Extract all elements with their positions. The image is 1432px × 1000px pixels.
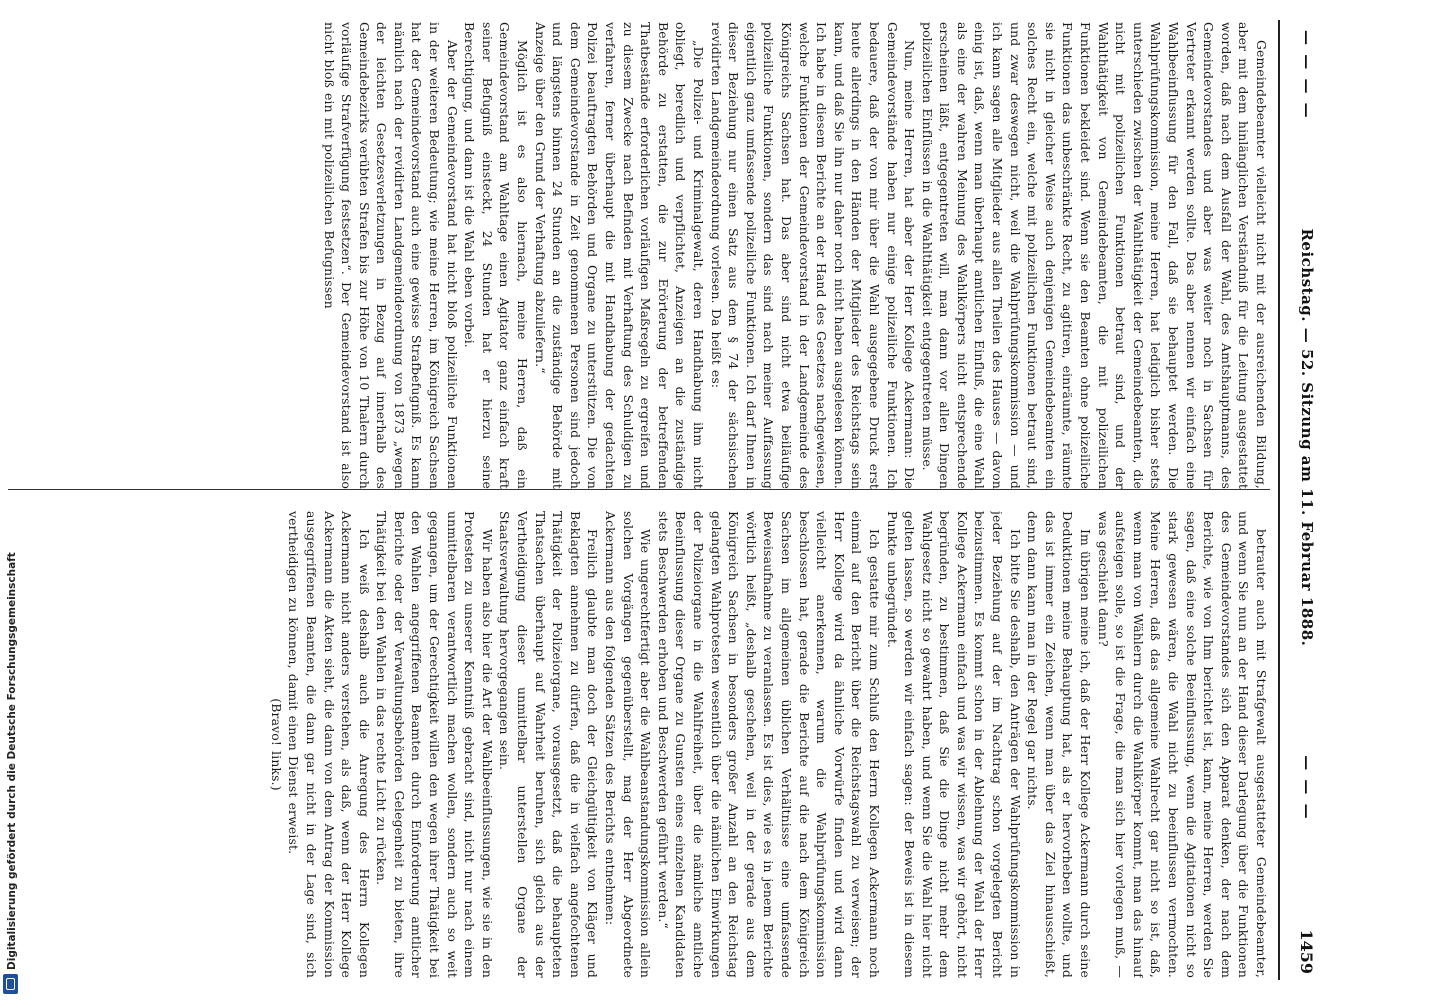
paragraph: Nun, meine Herren, hat aber der Herr Kollege Ackermann: Die Gemeindevorstände haben nur einige polizeiliche Funktionen. Ich bedauere, daß der von mir über die Wahl ausgegebene Druck erst heute allerdings in den Händen der Mitglieder des Reichstags sein kann, und daß Sie ihn nur daher noch nicht haben ausgelesen können. Ich habe in diesem Berichte an der Hand des Gesetzes nachgewiesen, welche Funktionen der Gemeindevorstand in der Landgemeinde des Königreichs Sachsen hat. Das aber sind nicht etwa beiläufige polizeiliche Funktionen, sondern das sind nach meiner Auffassung eigentlich ganz umfassende polizeiliche Funktionen. Ich darf Ihnen in dieser Beziehung nur einen Satz aus dem § 74 der sächsischen revidirten Landgemeindeordnung vorlesen. Da heißt es: xyxy=(708,22,918,489)
paragraph: Ich weiß deshalb auch die Anregung des Herrn Kollegen Ackermann nicht anders verstehen, als daß, wenn der Herr Kollege Ackermann die Akten sieht, die dann von dem Antrag der Kommission ausgegriffenen Beamten, die dann gar nicht in der Lage sind, sich vertheidigen zu können, damit einen Dienst erweist. xyxy=(286,511,372,978)
paragraph: Freilich glaubte man doch der Gleichgültigkeit von Kläger und Beklagten annehmen zu dürfen, daß die in vielfach angefochtenen Thätigkeit der Polizeiorgane, vorausgesetzt, daß die behaupteten Thatsachen überhaupt auf Wahrheit beruhen, sich gleich aus der Vertheidigung dieser unmittelbar unterstellen Organe der Staatsverwaltung hervorgegangen sein. xyxy=(497,511,601,978)
paragraph: Aber der Gemeindevorstand hat nicht bloß polizeiliche Funktionen in der weiteren Bedeutung; wie meine Herren, im Königreich Sachsen hat der Gemeindevorstand auch eine gewisse Strafbefugniß. Es kann nämlich nach der revidirten Landgemeindeordnung von 1873 „wegen der leichten Gesetzesverletzungen in Bezug auf innerhalb des Gemeindebezirks verübten Strafen bis zur Höhe von 10 Thalern durch vorläufige Strafverfügung festsetzen“. Der Gemeindevorstand ist also nicht bloß ein mit polizeilichen Befugnissen xyxy=(321,22,460,489)
watermark-strip xyxy=(0,0,22,1000)
paragraph: (Bravo! links.) xyxy=(268,698,284,791)
paragraph: Im übrigen meine ich, daß der Herr Kollege Ackermann durch seine Deduktionen meine Behauptung hat, als er hervorheben wollte, und das ist immer ein Zeichen, wenn man über das Ziel hinausschießt, denn dann kann man in der Regel gar nichts. xyxy=(1025,511,1094,978)
paragraph: „Die Polizei- und Kriminalgewalt, deren Handhabung ihm nicht obliegt, beredlich und verpflichtet, Anzeigen an die zuständige Behörde zu erstatten, die zur Erörterung der betreffenden Thatbestände erforderlichen vorläufigen Maßregeln zu ergreifen und zu diesem Zwecke nach Befinden mit Verhaftung des Schuldigen zu verfahren, ferner überhaupt die mit Handhabung der gedachten Polizei beauftragten Behörden und Organe zu unterstützen. Die von dem Gemeindevorstande in Zeit genommenen Personen sind jedoch und längstens binnen 24 Stunden an die zuständige Behörde mit Anzeige über den Grund der Verhaftung abzuliefern.“ xyxy=(532,22,706,489)
right-column xyxy=(8,511,1270,978)
left-column xyxy=(8,22,1270,489)
paragraph: Wir haben also hier die Art der Wahlbeeinflussungen, wie sie in den Protesten zu unserer Kenntniß gebracht sind, nicht nur nach einem unmittelbaren verantwortlich machen wollen, sondern auch so weit gegangen, um der Gerechtigkeit willen den wegen ihrer Thätigkeit bei den Wahlen angegriffenen Beamten durch Einforderung amtlicher Berichte oder der Verwaltungsbehörden Gelegenheit zu bieten, ihre Thätigkeit bei den Wahlen in das rechte Licht zu rücken. xyxy=(374,511,495,978)
dfg-logo-icon xyxy=(3,974,18,994)
watermark-text: Digitalisierung gefördert durch die Deutsche Forschungsgemeinschaft xyxy=(6,552,18,970)
paragraph: Möglich ist es also hiernach, meine Herren, daß ein Gemeindevorstand am Wahltage einen Agitator ganz einfach kraft seiner Befugniß einsteckt, 24 Stunden hat er hierzu seine Berechtigung, und dann ist die Wahl eben vorbei. xyxy=(462,22,531,489)
page-number: 1459 xyxy=(1297,929,1317,974)
page-header xyxy=(1284,0,1330,1000)
paragraph: Wie ungerechtfertigt aber die Wahlbeanstandungskommission allein solchen Vorgängen gegenüberstellt, mag der Herr Abgeordnete Ackermann aus den folgenden Sätzen des Berichts entnehmen: xyxy=(603,511,654,978)
header-left-dash: — — — — xyxy=(1298,30,1316,120)
header-rule xyxy=(1278,20,1280,980)
paragraph: Ich bitte Sie deshalb, den Anträgen der Wahlprüfungskommission in jeder Beziehung auf der im Nachtrag schon vorgelegten Bericht beizustimmen. Es kommt schon in der Ablehnung der Wahl der Herr Kollege Ackermann einfach und was wir wissen, was wir gehört, nicht begründen, zu bestimmen, daß Sie die Dinge nicht mehr dem Wahlgesetz nicht so gewahrt haben, und wenn Sie die Wahl hier nicht gelten lassen, so werden wir einfach sagen: der Beweis ist in diesem Punkte unbegründet. xyxy=(884,511,1023,978)
paragraph: betrauter auch mit Strafgewalt ausgestatteter Gemeindebeamter, und wenn Sie nun an der Hand dieser Darlegung über die Funktionen des Gemeindevorstandes sich den Apparat denken, der nach dem Berichte, wie von Ihm berichtet ist, kann, meine Herren, werden Sie sagen, daß eine solche Beeinflussung, wenn die Agitationen nicht so stark gewesen wären, die Wahl nicht zu beeinflussen vermochten. Meine Herren, daß das allgemeine Wahlrecht gar nicht so ist, daß, wenn man von Wählern durch die Wahlkörper kommt, man das hinauf aufsteigen solle, so ist die Frage, die man sich hier vorlegen muß, — was geschieht dann? xyxy=(1095,511,1269,978)
header-title: Reichstag. — 52. Sitzung am 11. Februar 1888. xyxy=(1298,228,1316,647)
header-mid-dash: — — — xyxy=(1298,755,1316,821)
paragraph: Gemeindebeamter vielleicht nicht mit der ausreichenden Bildung, aber mit dem hinlänglichen Verständniß für die Leitung ausgestattet worden, daß nach dem Ausfall der Wahl, des Amtshauptmanns, des Gemeindevorstandes und aber was weiter noch in Sachsen für Vertreter erkannt werden sollte. Das aber nennen wir einfach eine Wahlbeeinflussung für den Fall, daß sie behauptet werden. Die Wahlprüfungskommission, meine Herren, hat lediglich bisher stets unterschieden zwischen der Wahlthätigkeit der Gemeindebeamten, die nicht mit polizeilichen Funktionen betraut sind, und der Wahlthätigkeit von Gemeindebeamten, die mit polizeilichen Funktionen bekleidet sind. Wenn sie den Beamten ohne polizeiliche Funktionen das unbeschränkte Recht, zu agitiren, einräumte, räumte sie nicht in gleicher Weise auch denjenigen Gemeindebeamten ein solches Recht ein, welche mit polizeilichen Funktionen betraut sind, und zwar deswegen nicht, weil die Wahlprüfungskommission — und ich kann sagen alle Mitglieder aus allen Theilen des Hauses — davon einig ist, daß, wenn man überhaupt amtlichen Einfluß, die eine Wahl als eine der wahren Meinung des Wahlkörpers nicht entsprechende erscheinen läßt, entgegentreten will, man dann vor allen Dingen polizeilichen Einflüssen in die Wahlthätigkeit entgegentreten müsse. xyxy=(919,22,1269,489)
paragraph: Ich gestatte mir zum Schluß den Herrn Kollegen Ackermann noch einmal auf den Bericht über die Reichstagswahl zu verweisen; der Herr Kollege wird da ähnliche Vorwürfe finden und wird dann vielleicht anerkennen, warum die Wahlprüfungskommission beschlossen hat, gerade die Berichte auf die nach dem Königreich Sachsen im allgemeinen üblichen Verhältnisse eine umfassende Beweisaufnahme zu veranlassen. Es ist dies, wie es in jenem Berichte wörtlich heißt, „deshalb geschehen, weil in der gerade aus dem Königreich Sachsen in besonders großer Anzahl an den Reichstag gelangten Wahlprotesten wesentlich über die nämlichen Einwirkungen der Polizeiorgane in die Wahlfreiheit, über die nämliche amtliche Beeinflussung dieser Organe zu Gunsten eines einzelnen Kandidaten stets Beschwerden erhoben und Beschwerden geführt werden.“ xyxy=(655,511,882,978)
text-columns xyxy=(8,22,1270,978)
